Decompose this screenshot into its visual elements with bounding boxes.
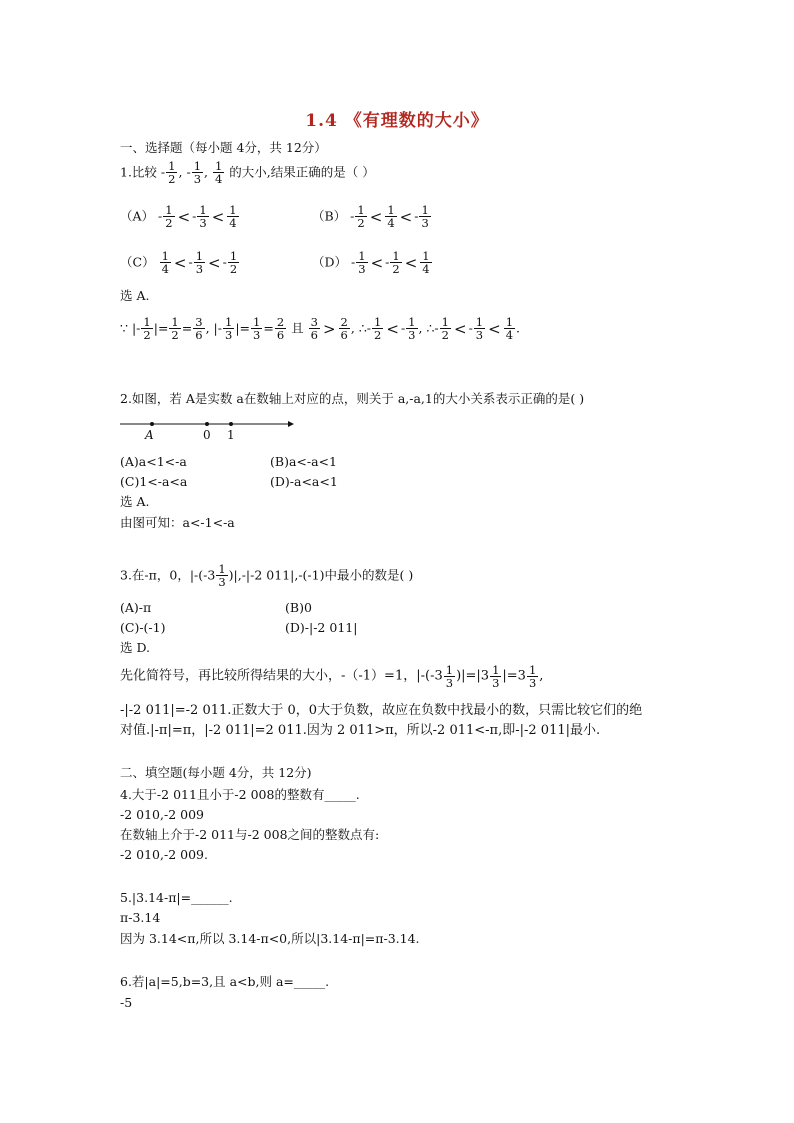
q5-answer: π-3.14 [120, 910, 161, 925]
q2-option-d: (D)-a<a<1 [270, 474, 338, 489]
q1-answer: 选 A. [120, 288, 150, 303]
q3-explanation-1: 先化简符号，再比较所得结果的大小，-（-1）=1，|-(-3 $\frac{1}{3}$ )|=|3 $\frac{1}{3}$ |=3 $\frac{1}{3}$ , [120, 663, 544, 690]
q3-option-b: (B)0 [285, 600, 312, 615]
page-title: 1.4 《有理数的大小》 [305, 111, 489, 131]
axis-label-0: 0 [203, 428, 211, 442]
q2-stem: 2.如图，若 A是实数 a在数轴上对应的点，则关于 a,-a,1的大小关系表示正确的是( ) [120, 391, 585, 406]
q5-stem: 5.|3.14-π|=______. [120, 890, 233, 905]
point-0 [205, 422, 209, 426]
q4-explanation-2: -2 010,-2 009. [120, 847, 208, 862]
q2-option-c: (C)1<-a<a [120, 474, 188, 489]
section-2-heading: 二、填空题(每小题 4分，共 12分) [120, 765, 312, 780]
q6-stem: 6.若|a|=5,b=3,且 a<b,则 a=_____. [120, 974, 330, 989]
axis-label-1: 1 [227, 428, 235, 442]
fraction: $\frac{1}{2}$ [168, 159, 176, 186]
q3-explanation-3: 对值.|-π|=π，|-2 011|=2 011.因为 2 011>π，所以-2 011<-π,即-|-2 011|最小. [120, 723, 601, 738]
axis-label-a: A [145, 428, 154, 442]
q2-option-a: (A)a<1<-a [120, 454, 187, 469]
q4-answer: -2 010,-2 009 [120, 807, 204, 822]
q1-option-a: （A） - $\frac{1}{2}$ < - $\frac{1}{3}$ < $\frac{1}{4}$ [120, 203, 237, 230]
q3-explanation-2: -|-2 011|=-2 011.正数大于 0，0大于负数，故应在负数中找最小的数，只需比较它们的绝 [120, 703, 643, 718]
number-line [118, 412, 298, 446]
q2-answer: 选 A. [120, 494, 150, 509]
q6-answer: -5 [120, 995, 133, 1010]
fraction: $\frac{1}{4}$ [214, 159, 223, 186]
q1-option-c: （C） $\frac{1}{4}$ < - $\frac{1}{3}$ < - $\frac{1}{2}$ [120, 249, 238, 276]
q2-explanation: 由图可知：a<-1<-a [120, 515, 235, 530]
point-1 [229, 422, 233, 426]
q3-option-a: (A)-π [120, 600, 152, 615]
q3-option-d: (D)-|-2 011| [285, 620, 358, 635]
point-a [150, 422, 154, 426]
q1-option-b: （B） - $\frac{1}{2}$ < $\frac{1}{4}$ < - $\frac{1}{3}$ [312, 203, 429, 230]
q1-option-d: （D） - $\frac{1}{3}$ < - $\frac{1}{2}$ < $\frac{1}{4}$ [312, 249, 430, 276]
q1-explanation: ∵ |- $\frac{1}{2}$ |= $\frac{1}{2}$ = $\frac{3}{6}$ , |- $\frac{1}{3}$ |= $\frac{1}{3}$ = $\frac{2}{6}$ 且 $\frac{3}{6}$ > $\frac{2}{6}$ , ∴- $\frac{1}{2}$ < - $\frac{1}{3}$ , ∴- $\frac{1}{2}$ < - $\frac{1}{3}$ < $\frac{1}{4}$ . [120, 315, 521, 342]
section-1-heading: 一、选择题（每小题 4分，共 12分） [120, 140, 327, 155]
q2-option-b: (B)a<-a<1 [270, 454, 337, 469]
q1-stem: 1.比较 - $\frac{1}{2}$ , - $\frac{1}{3}$ , $\frac{1}{4}$ 的大小,结果正确的是（ ） [120, 159, 375, 186]
fraction: $\frac{1}{3}$ [193, 159, 202, 186]
q5-explanation: 因为 3.14<π,所以 3.14-π<0,所以|3.14-π|=π-3.14. [120, 931, 420, 946]
q3-answer: 选 D. [120, 640, 151, 655]
q4-stem: 4.大于-2 011且小于-2 008的整数有_____. [120, 787, 360, 802]
axis-arrow [288, 421, 294, 427]
q3-stem: 3.在-π，0，|-(-3 $\frac{1}{3}$ )|,-|-2 011|,-(-1)中最小的数是( ) [120, 562, 414, 589]
q4-explanation: 在数轴上介于-2 011与-2 008之间的整数点有: [120, 827, 380, 842]
q3-option-c: (C)-(-1) [120, 620, 166, 635]
